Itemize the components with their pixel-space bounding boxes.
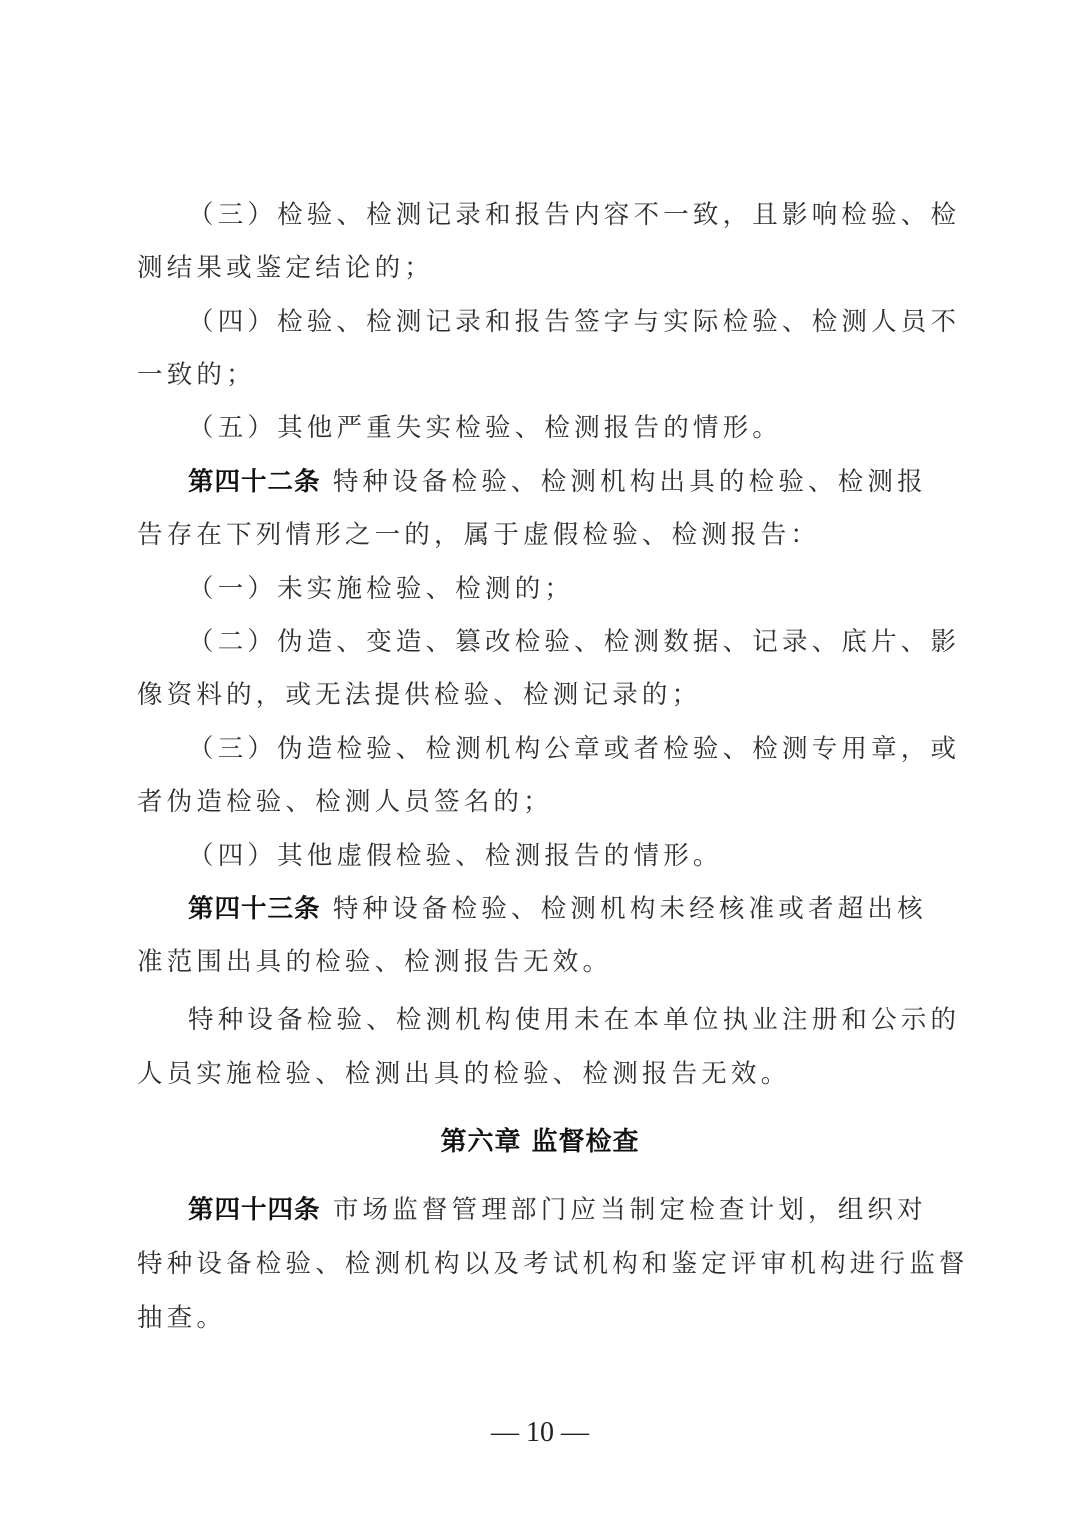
text-line: （四）检验、检测记录和报告签字与实际检验、检测人员不	[188, 307, 961, 337]
text-line: （三）伪造检验、检测机构公章或者检验、检测专用章，或	[188, 734, 961, 764]
text-line: 人员实施检验、检测出具的检验、检测报告无效。	[137, 1059, 791, 1089]
text-line: 特种设备检验、检测机构使用未在本单位执业注册和公示的	[188, 1005, 961, 1035]
article-label: 第四十二条	[188, 467, 321, 497]
text-line: （一）未实施检验、检测的；	[188, 574, 575, 604]
text-line: 一致的；	[137, 360, 256, 390]
text-line: 抽查。	[137, 1303, 227, 1333]
article-text: 特种设备检验、检测机构出具的检验、检测报	[332, 467, 927, 497]
article-42-line	[188, 462, 948, 502]
page-number: — 10 —	[491, 1417, 589, 1448]
chapter-heading: 第六章 监督检查	[440, 1127, 640, 1157]
text-line: 测结果或鉴定结论的；	[137, 253, 435, 283]
text-line: 准范围出具的检验、检测报告无效。	[137, 947, 613, 977]
article-43-line	[188, 889, 948, 929]
text-line: （四）其他虚假检验、检测报告的情形。	[188, 841, 723, 871]
text-line: 告存在下列情形之一的，属于虚假检验、检测报告：	[137, 520, 821, 550]
article-text: 特种设备检验、检测机构未经核准或者超出核	[332, 894, 927, 924]
text-line: 者伪造检验、检测人员签名的；	[137, 787, 553, 817]
article-text: 市场监督管理部门应当制定检查计划，组织对	[332, 1195, 927, 1225]
article-label: 第四十四条	[188, 1195, 321, 1225]
text-line: 特种设备检验、检测机构以及考试机构和鉴定评审机构进行监督	[137, 1249, 969, 1279]
text-line: （五）其他严重失实检验、检测报告的情形。	[188, 413, 783, 443]
article-label: 第四十三条	[188, 894, 321, 924]
text-line: （三）检验、检测记录和报告内容不一致，且影响检验、检	[188, 200, 961, 230]
text-line: （二）伪造、变造、篡改检验、检测数据、记录、底片、影	[188, 627, 961, 657]
text-line: 像资料的，或无法提供检验、检测记录的；	[137, 680, 702, 710]
article-44-line	[188, 1190, 948, 1230]
